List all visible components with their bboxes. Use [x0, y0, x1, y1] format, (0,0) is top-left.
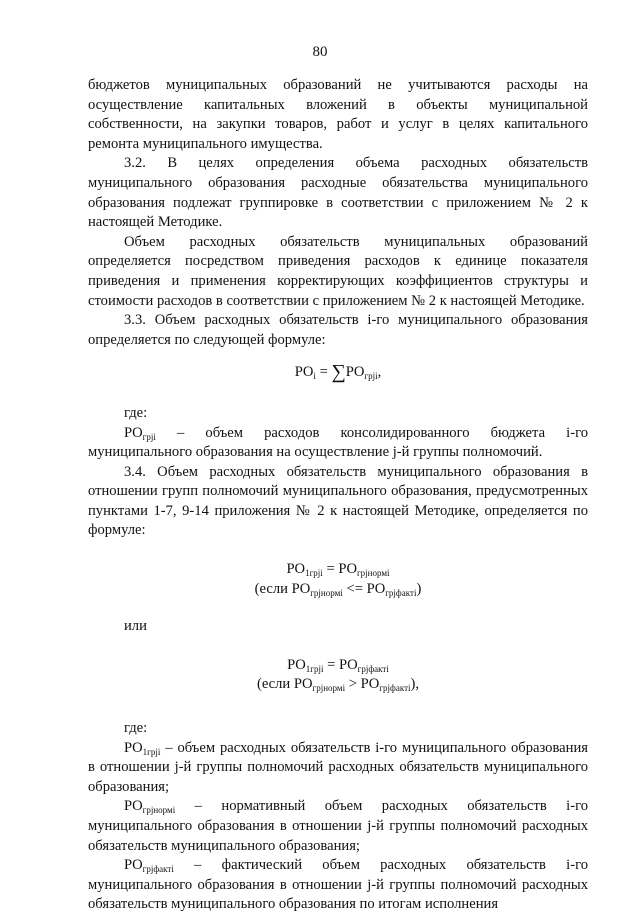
definition-po-grji: $PO_{грji}$ – объем расходов консолидированного бюджета i-го муниципального образования на осуществление j-й группы полномочий.	[88, 424, 588, 461]
where-label-2: где:	[124, 720, 148, 737]
where-label: где:	[124, 404, 148, 421]
paragraph-3-2: 3.2. В целях определения объема расходных обязательств муниципального образования расходные обязательства муниципального образования подлежат группировке в соответствии с приложением № 2 к настоящей Методике.	[88, 155, 588, 231]
paragraph-volume-definition: Объем расходных обязательств муниципальных образований определяется посредством приведения расходов к единице показателя приведения и применения корректирующих коэффициентов структуры и стоимости расходов в соответствии с приложением № 2 к настоящей Методике.	[88, 233, 588, 309]
page-number: 80	[312, 44, 328, 60]
formula-norm-case: $PO_{1грji} = PO_{грjнормi}$ (если $PO_{грjнормi} <= PO_{грjфактi}$)	[254, 561, 422, 598]
formula-fact-case: $PO_{1грji} = PO_{грjфактi}$ (если $PO_{грjнормi} > PO_{грjфактi}$),	[256, 656, 420, 694]
paragraph-3-3: 3.3. Объем расходных обязательств i-го муниципального образования определяется по следующей формуле:	[88, 312, 588, 348]
or-label: или	[124, 618, 147, 635]
document-body	[88, 76, 588, 915]
definition-po-fact: $PO_{грjфактi}$ – фактический объем расходных обязательств i-го муниципального образования в отношении j-й группы полномочий расходных обязательств муниципального образования по итогам исполнения	[88, 857, 588, 913]
paragraph-3-4: 3.4. Объем расходных обязательств муниципального образования в отношении групп полномочий муниципального образования, предусмотренных пунктами 1-7, 9-14 приложения № 2 к настоящей Методике, определяется по формуле:	[88, 463, 588, 539]
formula-total-obligations: $PO_i = \sum PO_{грji}$,	[294, 361, 382, 384]
definition-po-norm: $PO_{грjнормi}$ – нормативный объем расходных обязательств i-го муниципального образования в отношении j-й группы полномочий расходных обязательств муниципального образования;	[88, 798, 588, 854]
definition-po-1grji: $PO_{1грji}$ – объем расходных обязательств i-го муниципального образования в отношении j-й группы полномочий расходных обязательств муниципального образования;	[88, 739, 588, 795]
paragraph-continuation: бюджетов муниципальных образований не учитываются расходы на осуществление капитальных вложений в объекты муниципальной собственности, на закупки товаров, работ и услуг в целях капитального ремонта муниципального имущества.	[88, 77, 588, 152]
